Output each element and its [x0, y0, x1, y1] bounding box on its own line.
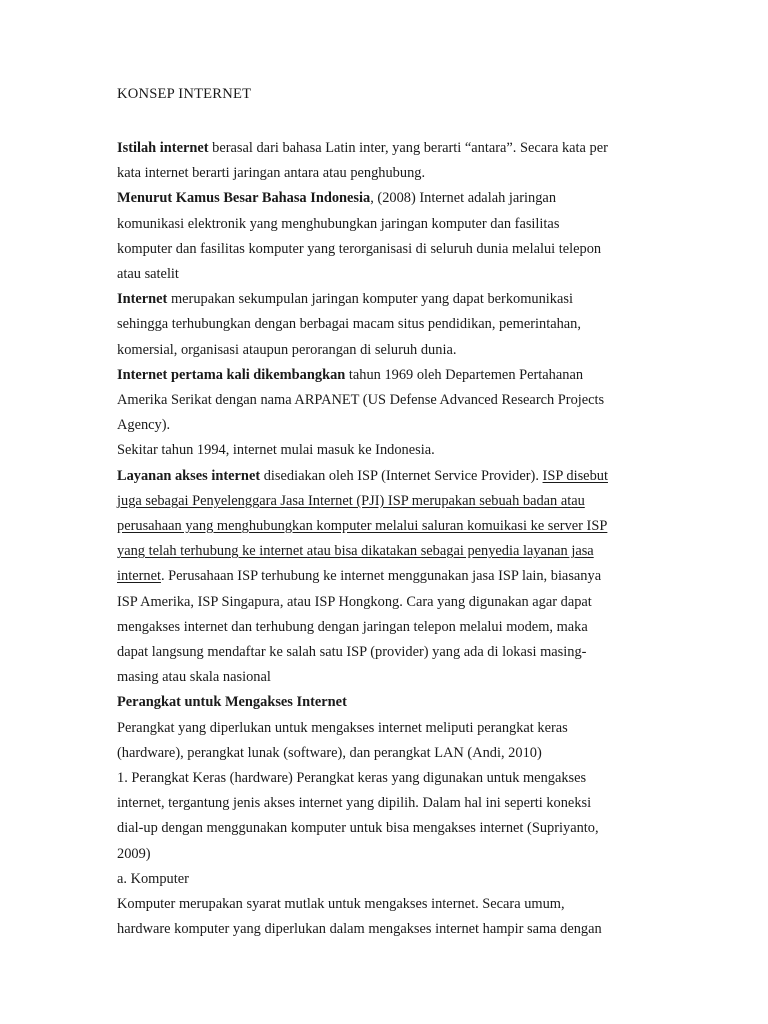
text-line: [117, 870, 189, 888]
text-line: [117, 618, 588, 636]
text-line: [117, 920, 602, 938]
text-run: internet, tergantung jenis akses internet yang dipilih. Dalam hal ini seperti koneksi: [117, 795, 592, 812]
text-run: komputer dan fasilitas komputer yang terorganisasi di seluruh dunia melalui telepon: [117, 240, 602, 257]
bold-term: Internet: [117, 291, 168, 308]
text-run: komersial, organisasi ataupun perorangan di seluruh dunia.: [117, 341, 457, 358]
text-line: [117, 265, 179, 283]
text-run: berasal dari bahasa Latin inter, yang berarti “antara”. Secara kata per: [208, 140, 608, 156]
text-line: [117, 290, 573, 308]
text-run: disediakan oleh ISP (Internet Service Provider).: [260, 467, 543, 484]
text-line: [117, 719, 568, 737]
bold-term: Menurut Kamus Besar Bahasa Indonesia: [117, 190, 371, 207]
text-line: [117, 744, 542, 762]
text-run: Komputer merupakan syarat mutlak untuk mengakses internet. Secara umum,: [117, 896, 565, 912]
text-line: [117, 341, 456, 359]
text-run: 1. Perangkat Keras (hardware) Perangkat keras yang digunakan untuk mengakses: [117, 770, 587, 786]
document-title: KONSEP INTERNET: [117, 86, 252, 102]
text-run: kata internet berarti jaringan antara atau penghubung.: [117, 165, 426, 182]
text-line: [117, 416, 170, 434]
underlined-text: juga sebagai Penyelenggara Jasa Internet (PJI) ISP merupakan sebuah badan atau: [117, 492, 585, 509]
text-run: Perangkat yang diperlukan untuk mengakses internet meliputi perangkat keras: [117, 719, 568, 736]
text-line: [117, 693, 347, 711]
text-run: komunikasi elektronik yang menghubungkan jaringan komputer dan fasilitas: [117, 215, 560, 232]
text-run: mengakses internet dan terhubung dengan jaringan telepon melalui modem, maka: [117, 618, 588, 635]
text-line: [117, 769, 586, 787]
text-run: a. Komputer: [117, 870, 189, 887]
text-line: [117, 542, 594, 560]
text-run: dapat langsung mendaftar ke salah satu ISP (provider) yang ada di lokasi masing-: [117, 644, 587, 660]
text-line: [117, 517, 607, 535]
underlined-text: yang telah terhubung ke internet atau bisa dikatakan sebagai penyedia layanan jasa: [117, 543, 594, 560]
text-line: [117, 441, 435, 459]
underlined-text: perusahaan yang menghubungkan komputer melalui saluran komuikasi ke server ISP: [117, 518, 608, 534]
bold-term: Layanan akses internet: [117, 467, 261, 484]
text-line: [117, 819, 599, 837]
text-line: [117, 668, 271, 686]
text-line: [117, 593, 592, 611]
text-run: ISP Amerika, ISP Singapura, atau ISP Hongkong. Cara yang digunakan agar dapat: [117, 593, 592, 610]
text-line: [117, 139, 608, 157]
text-run: hardware komputer yang diperlukan dalam mengakses internet hampir sama dengan: [117, 921, 602, 938]
text-run: , (2008) Internet adalah jaringan: [370, 190, 557, 207]
text-run: tahun 1969 oleh Departemen Pertahanan: [345, 366, 584, 383]
text-run: sehingga terhubungkan dengan berbagai macam situs pendidikan, pemerintahan,: [117, 316, 581, 333]
text-line: [117, 315, 581, 333]
text-run: Sekitar tahun 1994, internet mulai masuk ke Indonesia.: [117, 442, 435, 459]
underlined-text: ISP disebut: [542, 467, 608, 484]
text-run: 2009): [117, 845, 151, 862]
text-line: [117, 567, 601, 585]
text-line: [117, 391, 604, 409]
text-run: . Perusahaan ISP terhubung ke internet menggunakan jasa ISP lain, biasanya: [160, 568, 602, 585]
text-run: Amerika Serikat dengan nama ARPANET (US Defense Advanced Research Projects: [117, 392, 605, 408]
text-run: masing atau skala nasional: [117, 669, 271, 686]
bold-term: Perangkat untuk Mengakses Internet: [117, 694, 347, 711]
text-line: [117, 643, 586, 661]
text-line: [117, 189, 556, 207]
text-run: dial-up dengan menggunakan komputer untuk bisa mengakses internet (Supriyanto,: [117, 820, 599, 837]
text-line: [117, 492, 585, 510]
text-run: (hardware), perangkat lunak (software), dan perangkat LAN (Andi, 2010): [117, 744, 542, 761]
text-line: [117, 845, 151, 863]
text-line: [117, 467, 608, 485]
text-line: [117, 366, 583, 384]
text-run: atau satelit: [117, 266, 179, 282]
text-line: [117, 215, 559, 233]
text-line: [117, 240, 601, 258]
text-line: [117, 794, 591, 812]
text-run: merupakan sekumpulan jaringan komputer yang dapat berkomunikasi: [167, 291, 573, 308]
bold-term: Istilah internet: [117, 140, 209, 156]
underlined-text: internet: [117, 568, 161, 585]
text-line: [117, 895, 565, 913]
bold-term: Internet pertama kali dikembangkan: [117, 366, 346, 383]
text-run: Agency).: [117, 417, 171, 434]
text-line: [117, 164, 425, 182]
